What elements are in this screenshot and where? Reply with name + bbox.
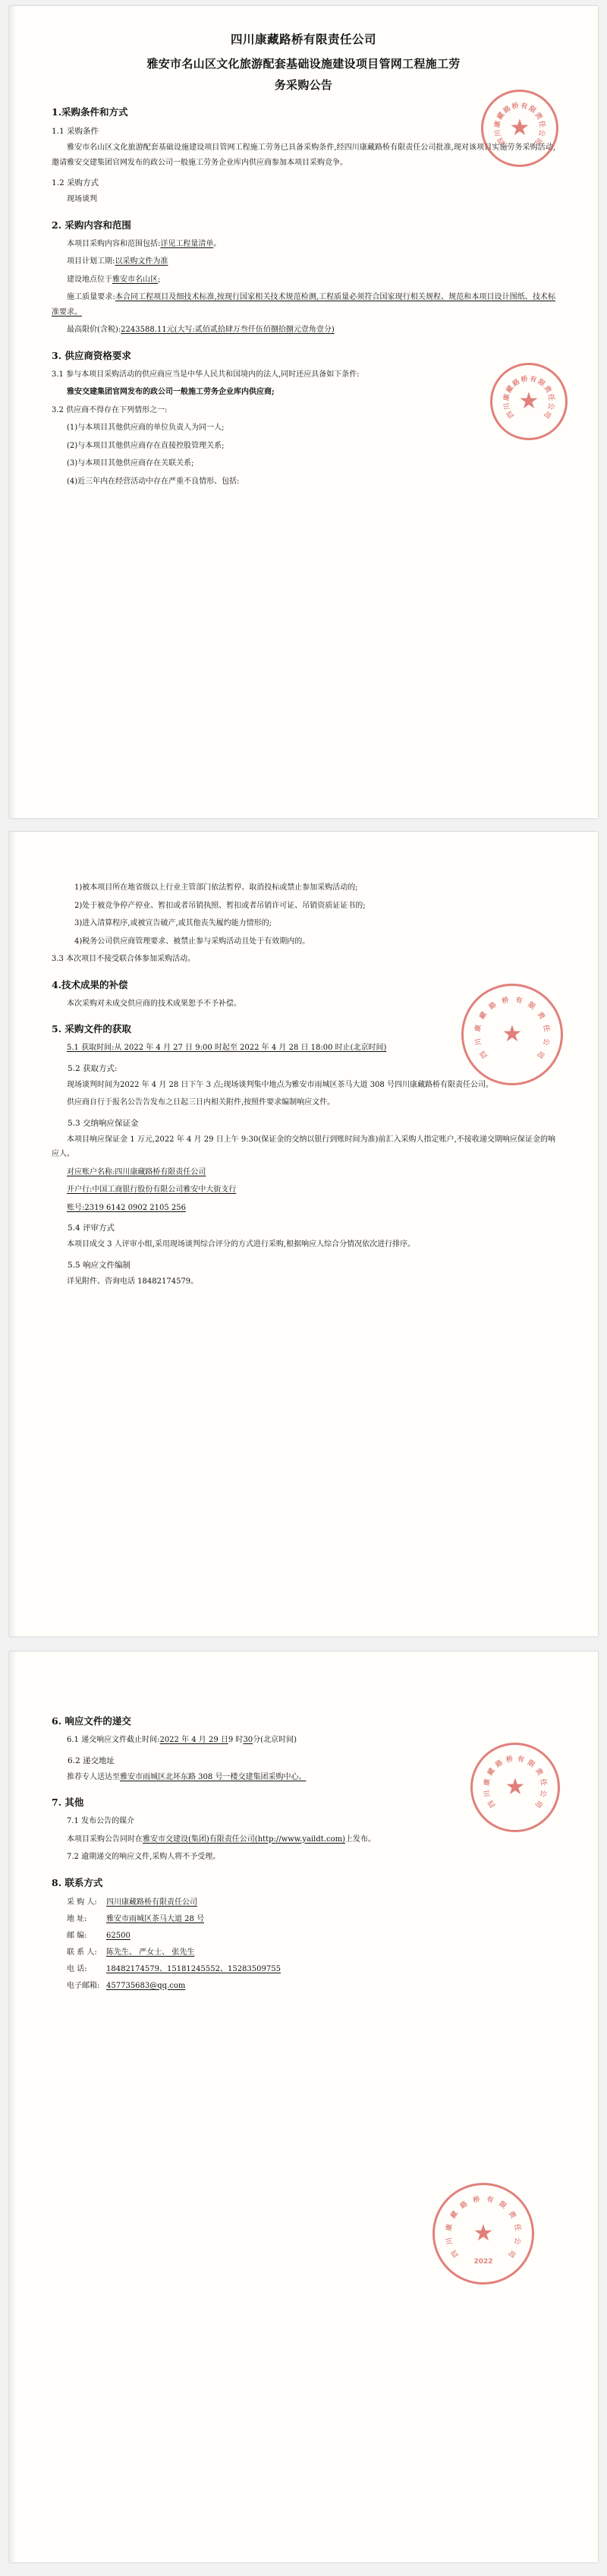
- disqualification-item-4: (4)近三年内在经营活动中存在严重不良情形、包括:: [67, 477, 240, 486]
- address-value: 雅安市雨城区北坏东路 308 号一楼交建集团采购中心。: [120, 1772, 307, 1781]
- contact-value[interactable]: 457735683@qq.com: [106, 1981, 186, 1990]
- seal-star-icon: ★: [518, 388, 539, 414]
- max-price-line: [52, 323, 555, 338]
- media-label: 本项目采购公告同时在: [67, 1834, 143, 1844]
- bad-conduct-item-1: 1)被本项目所在地省级以上行业主管部门依法暂停、取消投标或禁止参加采购活动的;: [74, 883, 358, 892]
- disqualification-item-2: (2)与本项目其他供应商存在直接控股管理关系;: [67, 441, 225, 450]
- seal-arc-text: 四 川 康 藏 路 桥 有 限 责 任 公 司: [483, 1755, 548, 1809]
- seal-star-icon: ★: [509, 115, 530, 141]
- section-1-1-text: 雅安市名山区文化旅游配套基础设施建设项目管网工程施工劳务已具备采购条件,经四川康藏路桥有限责任公司批准,现对该项目实施劳务采购活动,邀请雅安交建集团官网发布的政公司一般施工劳务企业库内供应商参加本项目采购竞争。: [52, 143, 555, 167]
- duration-value: 以采购文件为准: [115, 257, 168, 266]
- seal-arc-text: 四 川 康 藏 路 桥 有 限 责 任 公 司: [445, 2196, 521, 2259]
- contact-key: 邮 编:: [67, 1931, 87, 1940]
- contact-value: 雅安市雨城区茶马大道 28 号: [106, 1914, 205, 1923]
- media-suffix: 上发布。: [344, 1834, 376, 1844]
- address-label: 推荐专人送达至: [67, 1772, 120, 1781]
- media-heading: 7.1 发布公告的媒介: [67, 1817, 135, 1825]
- contact-row: [67, 1978, 555, 1995]
- section-5-4-heading: 5.4 评审方式: [68, 1223, 115, 1233]
- bad-conduct-item-3: 3)进入清算程序,或被宣告破产,或其他丧失履约能力情形的;: [74, 919, 272, 927]
- company-seal: [461, 984, 563, 1085]
- deposit-text: 本项目响应保证金 1 万元,2022 年 4 月 29 日上午 9:30(保证金的交纳以银行到账时间为准)前汇入采购人指定账户,不接收递交期响应保证金的响应人。: [52, 1135, 555, 1158]
- section-6-heading: 6. 响应文件的递交: [52, 1715, 131, 1727]
- section-7-heading: 7. 其他: [52, 1797, 84, 1808]
- doc-title-line-1: 雅安市名山区文化旅游配套基础设施建设项目管网工程施工劳: [146, 57, 461, 71]
- contact-key: 地 址:: [67, 1914, 87, 1923]
- procurement-method-value: 现场谈判: [67, 195, 97, 203]
- document-preparation-text: 详见附件、咨询电话 18482174579。: [67, 1277, 199, 1286]
- evaluation-method-text: 本项目成交 3 人评审小组,采用现场谈判综合评分的方式进行采购,根据响应人综合分情况依次进行排序。: [67, 1240, 416, 1249]
- location-suffix: ;: [158, 275, 161, 284]
- contact-row: [67, 1894, 555, 1911]
- deadline-minute: 30: [243, 1736, 253, 1744]
- seal-arc-text: 四 川 康 藏 路 桥 有 限 责 任 公 司: [493, 102, 546, 146]
- disqualification-item-1: (1)与本项目其他供应商的单位负责人为同一人;: [67, 424, 225, 432]
- page-3: [9, 1652, 598, 2562]
- deadline-hour: 9 时: [228, 1736, 244, 1744]
- page-2: [9, 832, 598, 1636]
- media-url[interactable]: 雅安市交建设(集团)有限责任公司(http://www.yaildt.com): [143, 1834, 345, 1844]
- contact-value: 四川康藏路桥有限责任公司: [106, 1897, 197, 1907]
- company-seal: [481, 90, 558, 167]
- bank-name: 开户行:中国工商银行股份有限公司雅安中大街支行: [67, 1186, 237, 1194]
- duration-line: [52, 254, 555, 269]
- section-3-2-text: 3.2 供应商不得存在下列情形之一:: [52, 405, 168, 414]
- media-line: [52, 1832, 555, 1847]
- section-4-text: 本次采购对未成交供应商的技术成果恕予不予补偿。: [67, 999, 241, 1008]
- section-5-5-heading: 5.5 响应文件编制: [68, 1260, 131, 1270]
- contact-key: 电 话:: [67, 1964, 87, 1973]
- section-8-heading: 8. 联系方式: [52, 1876, 103, 1888]
- contact-row: [67, 1945, 555, 1961]
- max-price-label: 最高限价(含税):: [67, 326, 121, 334]
- contact-key: 联 系 人:: [67, 1948, 97, 1957]
- section-5-heading: 5. 采购文件的获取: [52, 1023, 131, 1034]
- company-seal: [470, 1743, 560, 1832]
- deadline-suffix: 分(北京时间): [253, 1736, 297, 1744]
- contact-row: [67, 1911, 555, 1928]
- contact-row: [67, 1961, 555, 1978]
- seal-arc-text: 四 川 康 藏 路 桥 有 限 责 任 公 司: [502, 375, 555, 420]
- scope-line: [52, 237, 555, 252]
- late-submission-note: 7.2 逾期递交的响应文件,采购人将不予受理。: [67, 1853, 221, 1861]
- contact-value: 18482174579、15181245552、15283509755: [106, 1964, 281, 1973]
- max-price-value: 2243588.11元(大写:贰佰贰拾肆万叁仟伍佰捌拾捌元壹角壹分): [121, 326, 335, 334]
- doc-title-line-2: 务采购公告: [274, 78, 333, 92]
- bad-conduct-item-2: 2)处于被竞争停产停业、暂扣或者吊销执照、暂扣或者吊销许可证、吊销资质证证书的;: [74, 901, 366, 910]
- section-6-2-heading: 6.2 递交地址: [68, 1756, 115, 1765]
- section-3-1-text: 3.1 参与本项目采购活动的供应商应当是中华人民共和国境内的法人,同时还应具备如下条件:: [52, 370, 360, 379]
- account-name: 对应账户名称:四川康藏路桥有限责任公司: [67, 1167, 206, 1176]
- contact-row: [67, 1928, 555, 1945]
- scope-suffix: 。: [213, 239, 222, 248]
- section-1-1-heading: 1.1 采购条件: [52, 127, 99, 136]
- section-2-heading: 2. 采购内容和范围: [52, 219, 131, 231]
- section-3-heading: 3. 供应商资格要求: [52, 349, 131, 361]
- document-acquire-time: 5.1 获取时间:从 2022 年 4 月 27 日 9:00 时起至 2022 年 4 月 28 日 18:00 时止(北京时间): [67, 1044, 387, 1052]
- company-seal-dated: [432, 2183, 534, 2285]
- section-1-2-heading: 1.2 采购方式: [52, 178, 99, 187]
- location-value: 雅安市名山区: [112, 275, 158, 284]
- location-line: [52, 272, 555, 288]
- contact-key: 电子邮箱:: [67, 1981, 100, 1990]
- quality-label: 施工质量要求:: [67, 293, 115, 301]
- quality-line: [52, 290, 555, 320]
- section-1-heading: 1.采购条件和方式: [52, 106, 128, 118]
- seal-star-icon: ★: [505, 1774, 526, 1800]
- duration-label: 项目计划工期:: [67, 257, 115, 266]
- deadline-label: 6.1 递交响应文件截止时间:: [67, 1736, 160, 1744]
- contact-value: 陈先生、 严女士、 张先生: [106, 1948, 195, 1957]
- page-1: [9, 6, 598, 818]
- document-download-note: 供应商自行于报名公告告发布之日起三日内相关附件,按照件要求编制响应文件。: [67, 1098, 335, 1107]
- section-5-3-heading: 5.3 交纳响应保证金: [68, 1118, 139, 1128]
- quality-value: 本合同工程项目及细技术标准,按现行国家相关技术规范检测,工程质量必须符合国家现行相关规程、规范和本项目设计图纸、技术标准要求。: [52, 293, 555, 316]
- scope-value: 详见工程量清单: [160, 239, 214, 248]
- company-name: 四川康藏路桥有限责任公司: [230, 32, 376, 46]
- section-5-2-heading: 5.2 获取方式:: [68, 1063, 118, 1073]
- bank-account-number: 账号:2319 6142 0902 2105 256: [67, 1203, 186, 1212]
- seal-arc-text: 四 川 康 藏 路 桥 有 限 责 任 公 司: [474, 997, 550, 1060]
- contact-value: 62500: [106, 1931, 131, 1940]
- disqualification-item-3: (3)与本项目其他供应商存在关联关系;: [67, 459, 194, 468]
- contact-key: 采 购 人:: [67, 1897, 97, 1907]
- scope-label: 本项目采购内容和范围包括:: [67, 239, 161, 248]
- section-4-heading: 4.技术成果的补偿: [52, 978, 128, 990]
- section-3-3-text: 3.3 本次项目不接受联合体参加采购活动。: [52, 955, 196, 963]
- deadline-date: 2022 年 4 月 29 日: [159, 1736, 228, 1744]
- location-label: 建设地点位于: [67, 275, 112, 284]
- negotiation-time-place: 现场谈判时间为2022 年 4 月 28 日下午 3 点;现场谈判集中地点为雅安市雨城区茶马大道 308 号四川康藏路桥有限责任公司。: [67, 1080, 493, 1089]
- supplier-library-requirement: 雅安交建集团官网发布的政公司一般施工劳务企业库内供应商;: [67, 388, 275, 396]
- bad-conduct-item-4: 4)税务公司供应商管理要求、被禁止参与采购活动且处于有效期内的。: [74, 937, 310, 946]
- seal-date-badge: 2022: [473, 2258, 493, 2266]
- company-seal: [490, 363, 568, 440]
- seal-star-icon: ★: [473, 2220, 494, 2247]
- seal-star-icon: ★: [502, 1021, 523, 1047]
